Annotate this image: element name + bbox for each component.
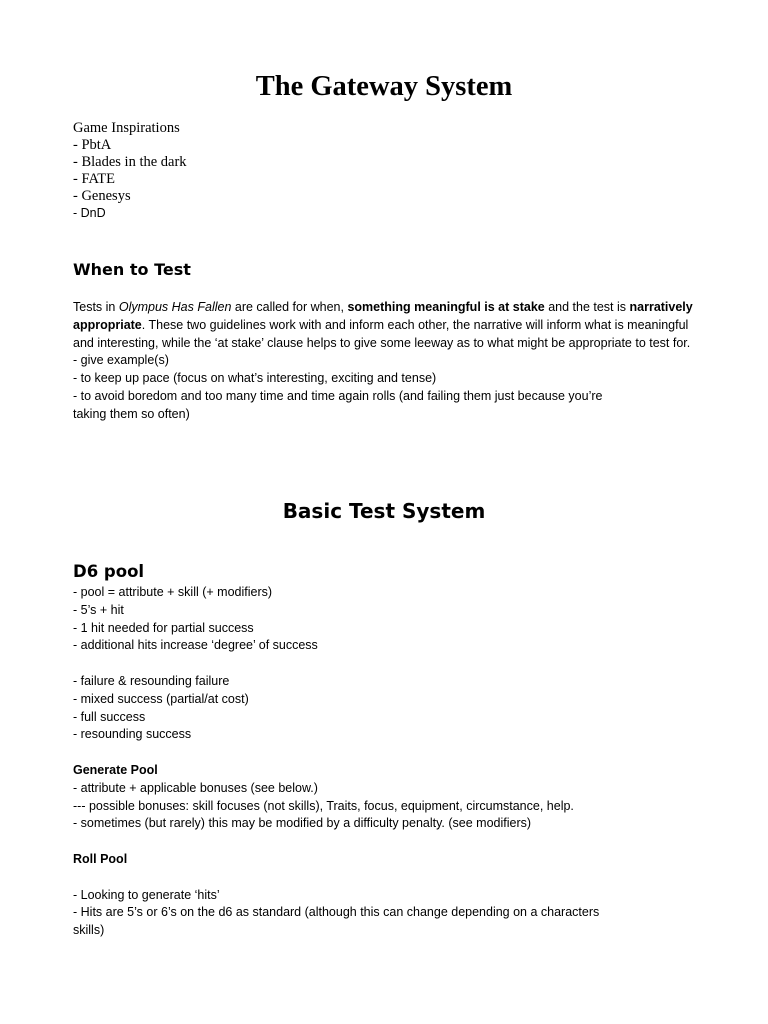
emphasis-text: narratively appropriate [73,300,693,332]
page-title: The Gateway System [255,71,513,102]
spacer [73,869,695,887]
para-text: and the test is [544,300,630,314]
section-heading-d6-pool: D6 pool [73,562,145,581]
when-to-test-section [73,299,695,424]
para-text: Tests in [73,300,119,314]
list-item: - pool = attribute + skill (+ modifiers) [73,585,273,599]
list-item: - sometimes (but rarely) this may be modified by a difficulty penalty. (see modifiers) [73,816,532,831]
list-item: - 5’s + hit [73,602,124,617]
d6-pool-section [73,584,695,940]
subheading-roll-pool: Roll Pool [73,851,128,866]
when-to-test-paragraph [73,299,695,352]
list-item: - Blades in the dark [73,154,187,170]
list-item: - give example(s) [73,353,169,368]
emphasis-text: something meaningful is at stake [347,300,545,314]
game-title-text: Olympus Has Fallen [118,300,232,314]
list-item: - Hits are 5’s or 6’s on the d6 as standard (although this can change depending on a characters [73,905,600,920]
list-item: - to avoid boredom and too many time and time again rolls (and failing them just because you’re [73,388,603,403]
spacer [73,744,695,762]
list-item: - DnD [73,206,106,220]
list-item: - Genesys [73,188,131,204]
list-item: - to keep up pace (focus on what’s interesting, exciting and tense) [73,371,437,386]
list-item: - full success [73,709,146,724]
list-item: taking them so often) [73,406,190,421]
para-text: . These two guidelines work with and inform each other, the narrative will inform what is meaningful and interesting, while the ‘at stake’ clause helps to give some leeway as to what might be appropriate to test for. [73,317,691,350]
section-heading-basic-test-system: Basic Test System [282,499,486,523]
inspirations-list [73,120,187,222]
spacer [73,833,695,851]
section-heading-when-to-test: When to Test [73,260,191,279]
list-item: - Looking to generate ‘hits’ [73,887,220,902]
inspirations-heading: Game Inspirations [73,120,180,136]
subheading-generate-pool: Generate Pool [73,762,158,777]
list-item: --- possible bonuses: skill focuses (not skills), Traits, focus, equipment, circumstance, help. [73,798,574,813]
list-item: - attribute + applicable bonuses (see below.) [73,780,318,795]
spacer [73,655,695,673]
list-item: - failure & resounding failure [73,673,230,688]
list-item: - additional hits increase ‘degree’ of success [73,638,318,653]
list-item: - resounding success [73,727,192,742]
list-item: - 1 hit needed for partial success [73,620,254,635]
list-item: - PbtA [73,137,112,153]
para-text: are called for when, [231,300,348,314]
list-item: - FATE [73,171,116,187]
list-item: - mixed success (partial/at cost) [73,691,249,706]
list-item: skills) [73,923,105,938]
